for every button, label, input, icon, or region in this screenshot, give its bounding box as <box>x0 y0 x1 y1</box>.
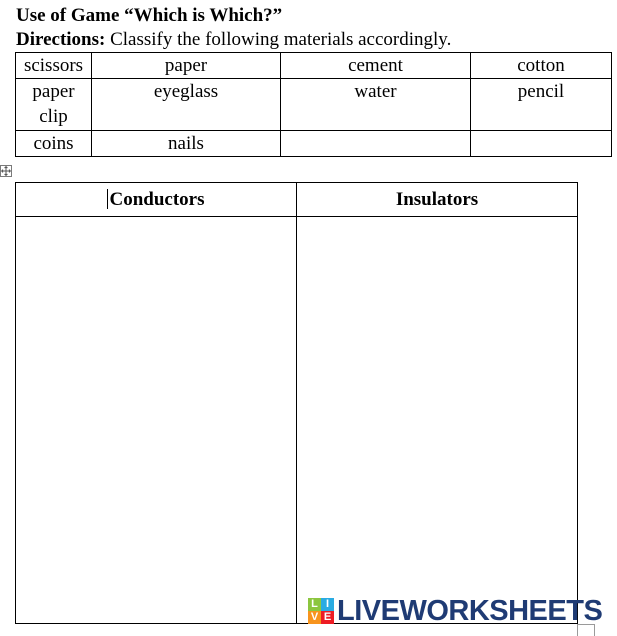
logo-mark-letter: L <box>308 598 321 611</box>
directions-line <box>16 29 451 51</box>
conductors-answer-area[interactable] <box>16 217 297 624</box>
directions-text: Classify the following materials accordingly. <box>105 29 452 50</box>
material-cell: eyeglass <box>92 79 281 131</box>
classification-header-row <box>16 183 578 217</box>
logo-mark-letter: E <box>321 611 334 624</box>
table-row <box>16 79 612 131</box>
classification-table <box>15 182 578 624</box>
table-row <box>16 131 612 157</box>
conductors-header-label: Conductors <box>109 188 205 210</box>
material-cell: coins <box>16 131 92 157</box>
logo-mark-letter: I <box>321 598 334 611</box>
materials-table <box>15 52 612 157</box>
liveworksheets-logo <box>308 596 602 626</box>
material-cell: pencil <box>471 79 612 131</box>
material-cell-empty <box>471 131 612 157</box>
classification-body-row <box>16 217 578 624</box>
logo-mark-icon <box>308 598 334 624</box>
worksheet-title: Use of Game “Which is Which?” <box>16 5 283 26</box>
material-cell: scissors <box>16 53 92 79</box>
material-cell: nails <box>92 131 281 157</box>
directions-label: Directions: <box>16 29 106 50</box>
table-row <box>16 53 612 79</box>
material-cell: paper <box>92 53 281 79</box>
logo-mark-letter: V <box>308 611 321 624</box>
material-cell: cement <box>281 53 471 79</box>
material-cell: paper clip <box>16 79 92 131</box>
material-cell-empty <box>281 131 471 157</box>
insulators-answer-area[interactable] <box>297 217 578 624</box>
insulators-header[interactable] <box>297 183 578 217</box>
table-move-handle-icon[interactable] <box>0 165 12 177</box>
logo-text: LIVEWORKSHEETS <box>337 595 603 627</box>
insulators-header-label: Insulators <box>395 188 479 210</box>
material-cell: water <box>281 79 471 131</box>
material-cell: cotton <box>471 53 612 79</box>
conductors-header[interactable] <box>16 183 297 217</box>
